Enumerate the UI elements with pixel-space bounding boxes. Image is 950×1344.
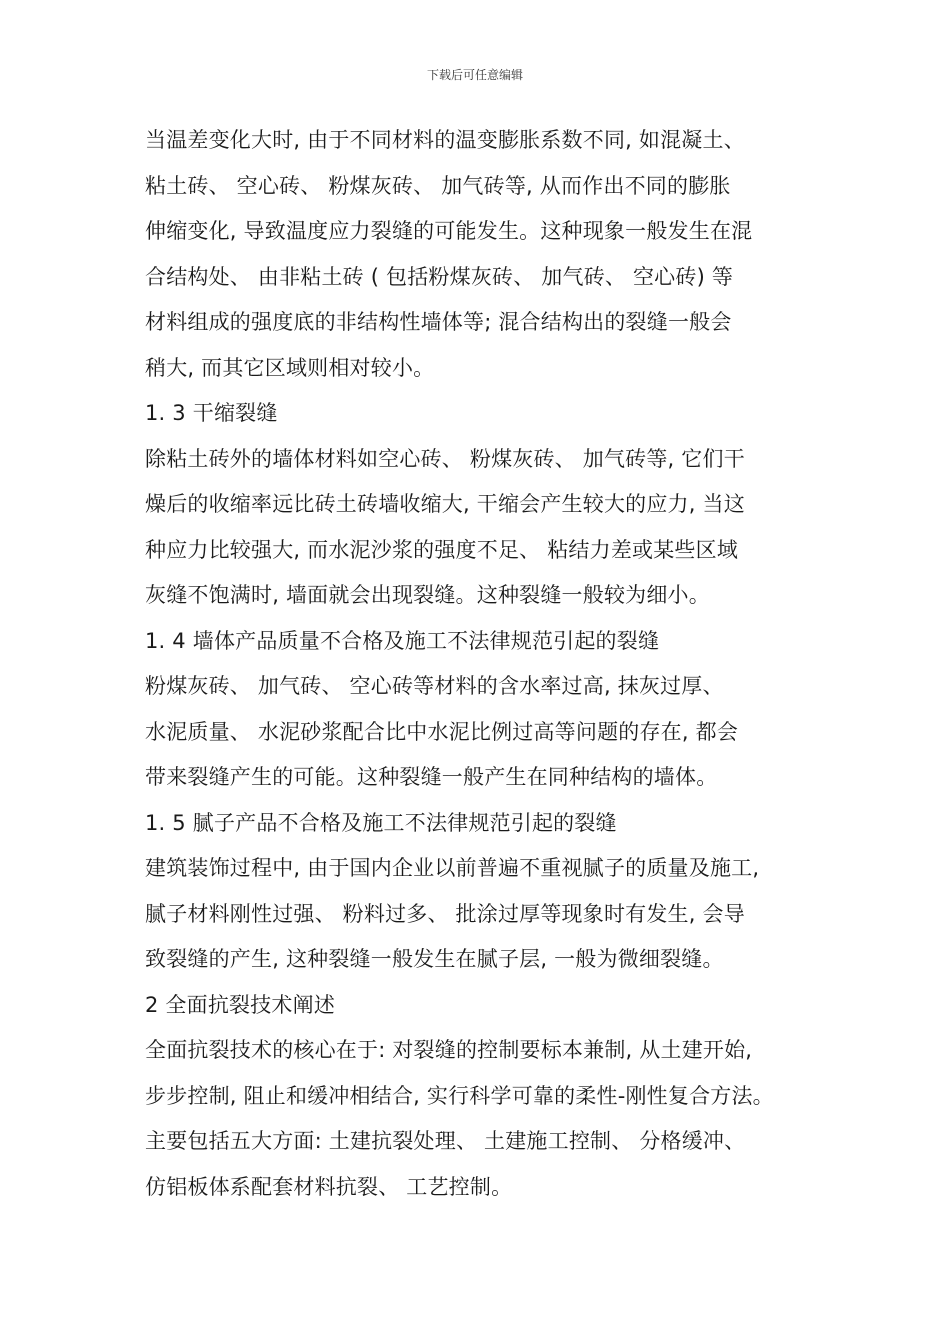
section-heading: 1. 4 墙体产品质量不合格及施工不法律规范引起的裂缝 bbox=[145, 628, 660, 653]
paragraph-line: 全面抗裂技术的核心在于: 对裂缝的控制要标本兼制, 从土建开始, bbox=[145, 1038, 753, 1062]
paragraph-line: 稍大, 而其它区域则相对较小。 bbox=[145, 355, 435, 380]
header-note: 下载后可任意编辑 bbox=[426, 68, 523, 82]
section-heading: 1. 3 干缩裂缝 bbox=[145, 401, 278, 425]
paragraph-line: 步步控制, 阻止和缓冲相结合, 实行科学可靠的柔性-刚性复合方法。 bbox=[145, 1083, 774, 1108]
paragraph-line: 仿铝板体系配套材料抗裂、 工艺控制。 bbox=[145, 1174, 513, 1199]
paragraph-line: 建筑装饰过程中, 由于国内企业以前普遍不重视腻子的质量及施工, bbox=[145, 856, 760, 880]
paragraph-line: 种应力比较强大, 而水泥沙浆的强度不足、 粘结力差或某些区域 bbox=[145, 537, 739, 562]
paragraph-line: 伸缩变化, 导致温度应力裂缝的可能发生。这种现象一般发生在混 bbox=[145, 219, 753, 243]
section-heading: 1. 5 腻子产品不合格及施工不法律规范引起的裂缝 bbox=[145, 810, 617, 835]
paragraph-line: 除粘土砖外的墙体材料如空心砖、 粉煤灰砖、 加气砖等, 它们干 bbox=[145, 446, 745, 471]
paragraph-line: 当温差变化大时, 由于不同材料的温变膨胀系数不同, 如混凝土、 bbox=[145, 128, 745, 152]
paragraph-line: 带来裂缝产生的可能。这种裂缝一般产生在同种结构的墙体。 bbox=[145, 765, 718, 789]
paragraph-line: 粉煤灰砖、 加气砖、 空心砖等材料的含水率过高, 抹灰过厚、 bbox=[145, 674, 724, 698]
paragraph-line: 致裂缝的产生, 这种裂缝一般发生在腻子层, 一般为微细裂缝。 bbox=[145, 947, 724, 971]
document-body bbox=[145, 118, 825, 1210]
paragraph-line: 水泥质量、 水泥砂浆配合比中水泥比例过高等问题的存在, 都会 bbox=[145, 719, 739, 744]
paragraph-line: 主要包括五大方面: 土建抗裂处理、 土建施工控制、 分格缓冲、 bbox=[145, 1129, 746, 1153]
section-heading: 2 全面抗裂技术阐述 bbox=[145, 992, 336, 1017]
paragraph-line: 粘土砖、 空心砖、 粉煤灰砖、 加气砖等, 从而作出不同的膨胀 bbox=[145, 173, 731, 198]
paragraph-line: 燥后的收缩率远比砖土砖墙收缩大, 干缩会产生较大的应力, 当这 bbox=[145, 492, 745, 516]
paragraph-line: 材料组成的强度底的非结构性墙体等; 混合结构出的裂缝一般会 bbox=[145, 310, 732, 334]
paragraph-line: 灰缝不饱满时, 墙面就会出现裂缝。这种裂缝一般较为细小。 bbox=[145, 583, 710, 607]
paragraph-line: 腻子材料刚性过强、 粉料过多、 批涂过厚等现象时有发生, 会导 bbox=[145, 901, 745, 926]
paragraph-line: 合结构处、 由非粘土砖 ( 包括粉煤灰砖、 加气砖、 空心砖) 等 bbox=[145, 264, 734, 289]
